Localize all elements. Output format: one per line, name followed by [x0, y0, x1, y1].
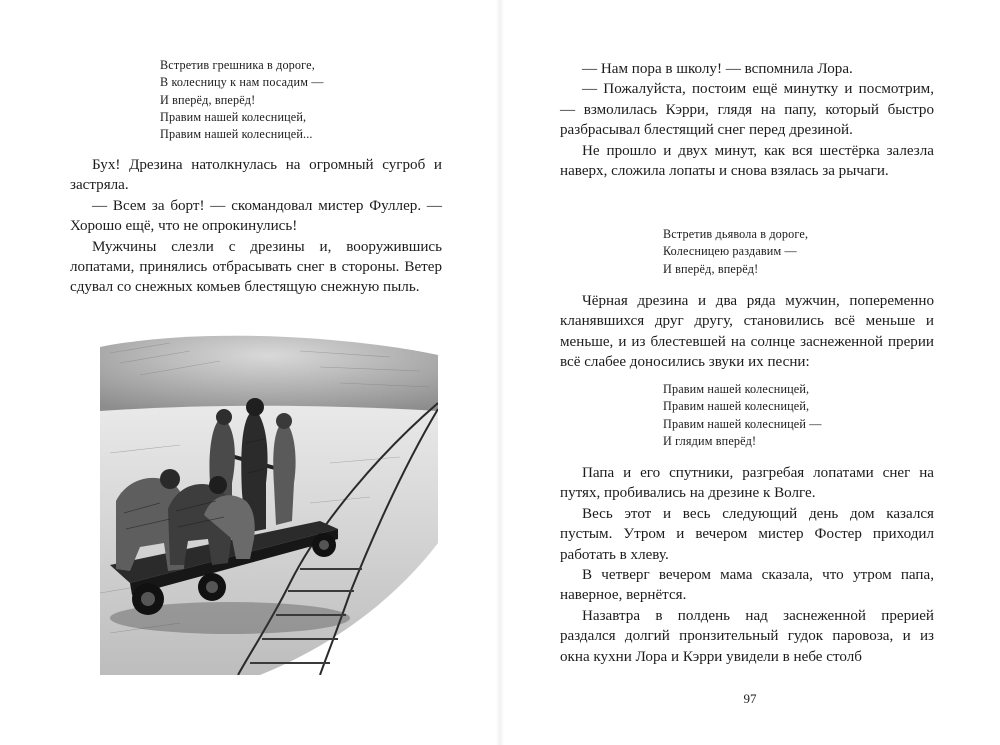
right-prose-2	[560, 291, 934, 373]
paragraph: Не прошло и двух минут, как вся шестёрка залезла наверх, сложила лопаты и снова взялась за рычаги.	[560, 142, 934, 180]
verse-line: Правим нашей колесницей,	[663, 399, 810, 414]
paragraph: Бух! Дрезина натолкнулась на огромный сугроб и застряла.	[70, 157, 442, 194]
paragraph: Весь этот и весь следующий день дом казался пустым. Утром и вечером мистер Фостер приходил работать в хлеву.	[560, 505, 934, 563]
verse-line: Встретив грешника в дороге,	[160, 58, 315, 72]
right-prose-1	[560, 59, 934, 181]
paragraph: Назавтра в полдень над заснеженной прерией раздался долгий пронзительный гудок паровоза, и из окна кухни Лора и Кэрри увидели в небе столб	[560, 607, 934, 665]
paragraph: Мужчины слезли с дрезины и, вооружившись лопатами, принялись отбрасывать снег в стороны. Ветер сдувал со снежных комьев блестящую снежную пыль.	[70, 238, 442, 296]
verse-stanza-1	[160, 57, 324, 143]
paragraph: — Нам пора в школу! — вспомнила Лора.	[582, 61, 853, 77]
paragraph: — Всем за борт! — скомандовал мистер Фуллер. — Хорошо ещё, что не опрокинулись!	[70, 197, 442, 235]
paragraph: В четверг вечером мама сказала, что утром папа, наверное, вернётся.	[560, 567, 934, 604]
right-prose-3	[560, 463, 934, 667]
verse-line: Встретив дьявола в дороге,	[663, 227, 809, 241]
paragraph: Папа и его спутники, разгребая лопатами снег на путях, пробивались на дрезине к Волге.	[560, 465, 934, 502]
verse-line: В колесницу к нам посадим —	[160, 75, 324, 90]
verse-line: Колесницею раздавим —	[663, 244, 797, 259]
verse-stanza-3	[663, 381, 822, 450]
verse-line: Правим нашей колесницей,	[663, 382, 810, 396]
verse-line: Правим нашей колесницей —	[663, 416, 822, 431]
verse-line: Правим нашей колесницей...	[160, 127, 313, 142]
paragraph: Чёрная дрезина и два ряда мужчин, попеременно кланявшихся друг другу, становились всё меньше и меньше, и из блестевшей на солнце заснеженной прерии всё слабее доносились звуки их песни:	[560, 293, 934, 371]
paragraph: — Пожалуйста, постоим ещё минутку и посмотрим, — взмолилась Кэрри, глядя на папу, который быстро разбрасывал блестящий снег перед дрезиной.	[560, 81, 934, 139]
left-prose	[70, 155, 442, 298]
handcar-illustration	[100, 333, 438, 675]
verse-line: И глядим вперёд!	[663, 433, 757, 448]
verse-line: И вперёд, вперёд!	[663, 261, 759, 276]
verse-stanza-2	[663, 226, 808, 278]
page-number: 97	[743, 691, 757, 706]
book-gutter	[496, 0, 504, 745]
verse-line: Правим нашей колесницей,	[160, 109, 307, 124]
verse-line: И вперёд, вперёд!	[160, 92, 256, 107]
